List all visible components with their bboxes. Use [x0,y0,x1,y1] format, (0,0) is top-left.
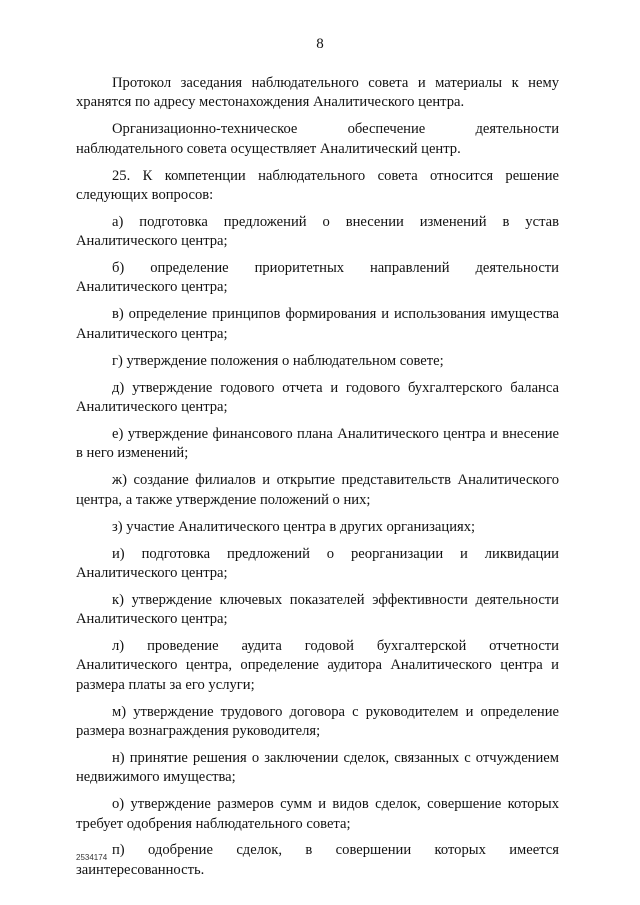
list-item-m: м) утверждение трудового договора с руководителем и определение размера вознаграждения руководителя; [76,703,559,739]
list-item-z: з) участие Аналитического центра в других организациях; [112,518,476,535]
document-body [76,74,559,888]
list-item-v: в) определение принципов формирования и использования имущества Аналитического центра; [76,306,559,342]
page-number: 8 [316,36,324,52]
list-item-i: и) подготовка предложений о реорганизации и ликвидации Аналитического центра; [76,545,559,581]
list-item-b: б) определение приоритетных направлений деятельности Аналитического центра; [76,260,559,296]
list-item-d: д) утверждение годового отчета и годового бухгалтерского баланса Аналитического центра; [76,379,559,415]
paragraph-technical-support: Организационно-техническое обеспечение деятельности наблюдательного совета осуществляет Аналитический центр. [76,121,559,157]
list-item-e: е) утверждение финансового плана Аналитического центра и внесение в него изменений; [76,425,559,462]
list-item-p: п) одобрение сделок, в совершении которых имеется заинтересованность. [76,842,559,878]
document-code: 2534174 [76,853,108,862]
paragraph-item-25: 25. К компетенции наблюдательного совета относится решение следующих вопросов: [76,167,559,203]
list-item-l: л) проведение аудита годовой бухгалтерской отчетности Аналитического центра, определение аудитора Аналитического центра и размера платы за его услуги; [76,638,559,693]
paragraph-protocol-storage: Протокол заседания наблюдательного совета и материалы к нему хранятся по адресу местонахождения Аналитического центра. [76,75,559,111]
list-item-n: н) принятие решения о заключении сделок, связанных с отчуждением недвижимого имущества; [76,749,559,786]
list-item-o: о) утверждение размеров сумм и видов сделок, совершение которых требует одобрения наблюдательного совета; [76,796,559,832]
list-item-k: к) утверждение ключевых показателей эффективности деятельности Аналитического центра; [76,591,559,628]
list-item-g: г) утверждение положения о наблюдательном совете; [112,352,444,369]
list-item-a: а) подготовка предложений о внесении изменений в устав Аналитического центра; [76,213,559,250]
list-item-zh: ж) создание филиалов и открытие представительств Аналитического центра, а также утверждение положений о них; [76,472,559,508]
